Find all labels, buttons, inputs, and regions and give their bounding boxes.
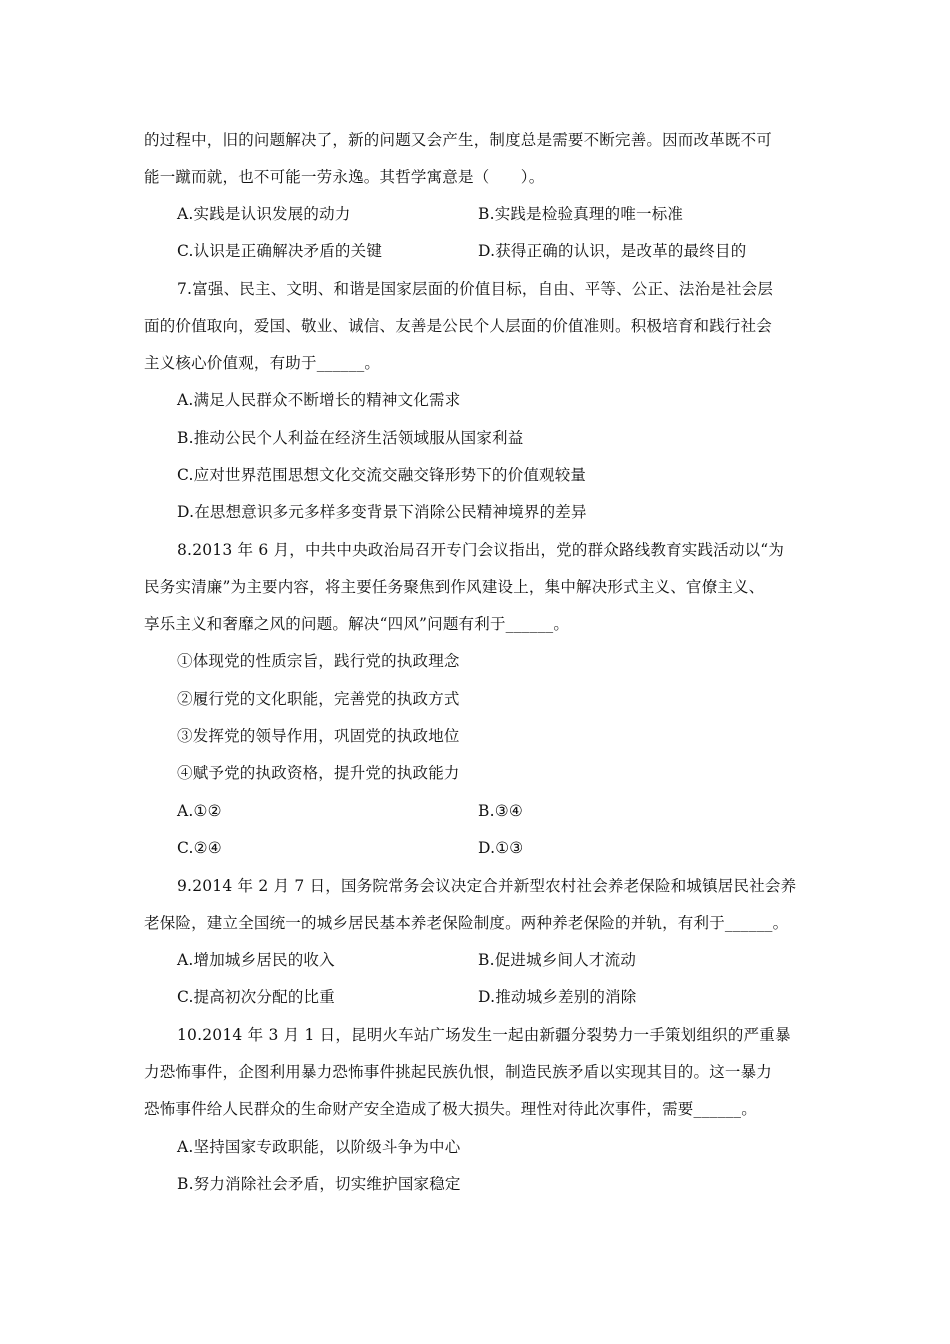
q7-text-line-3: 主义核心价值观，有助于______。: [144, 354, 381, 372]
q10-text-line-2: 力恐怖事件，企图利用暴力恐怖事件挑起民族仇恨，制造民族矛盾以实现其目的。这一暴力: [144, 1063, 773, 1081]
q9-text-line-1: 9.2014 年 2 月 7 日，国务院常务会议决定合并新型农村社会养老保险和城镇居民社会养: [177, 877, 797, 895]
q6-text-line-2: 能一蹴而就，也不可能一劳永逸。其哲学寓意是（ ）。: [144, 168, 545, 186]
q10-option-a: A.坚持国家专政职能，以阶级斗争为中心: [177, 1138, 461, 1156]
q9-option-d: D.推动城乡差别的消除: [478, 988, 637, 1006]
q7-option-b: B.推动公民个人利益在经济生活领域服从国家利益: [177, 429, 524, 447]
q6-option-c: C.认识是正确解决矛盾的关键: [177, 242, 383, 260]
q10-option-b: B.努力消除社会矛盾，切实维护国家稳定: [177, 1175, 461, 1193]
q7-option-d: D.在思想意识多元多样多变背景下消除公民精神境界的差异: [177, 503, 587, 521]
q10-text-line-1: 10.2014 年 3 月 1 日，昆明火车站广场发生一起由新疆分裂势力一手策划组织的严重暴: [177, 1026, 791, 1044]
q6-text-line-1: 的过程中，旧的问题解决了，新的问题又会产生，制度总是需要不断完善。因而改革既不可: [144, 131, 773, 149]
q8-statement-2: ②履行党的文化职能，完善党的执政方式: [177, 690, 460, 708]
q8-statement-3: ③发挥党的领导作用，巩固党的执政地位: [177, 727, 460, 745]
q8-option-b: B.③④: [478, 802, 523, 820]
q9-text-line-2: 老保险，建立全国统一的城乡居民基本养老保险制度。两种养老保险的并轨，有利于______。: [144, 914, 789, 932]
q8-text-line-1: 8.2013 年 6 月，中共中央政治局召开专门会议指出，党的群众路线教育实践活动以“为: [177, 541, 785, 559]
q9-option-c: C.提高初次分配的比重: [177, 988, 335, 1006]
q8-statement-1: ①体现党的性质宗旨，践行党的执政理念: [177, 652, 460, 670]
q7-option-c: C.应对世界范围思想文化交流交融交锋形势下的价值观较量: [177, 466, 587, 484]
q8-option-c: C.②④: [177, 839, 222, 857]
q6-option-a: A.实践是认识发展的动力: [177, 205, 351, 223]
q8-statement-4: ④赋予党的执政资格，提升党的执政能力: [177, 764, 460, 782]
q10-text-line-3: 恐怖事件给人民群众的生命财产安全造成了极大损失。理性对待此次事件，需要______。: [144, 1100, 757, 1118]
q9-option-b: B.促进城乡间人才流动: [478, 951, 637, 969]
q6-option-d: D.获得正确的认识，是改革的最终目的: [478, 242, 747, 260]
q8-text-line-3: 享乐主义和奢靡之风的问题。解决“四风”问题有利于______。: [144, 615, 570, 633]
q7-text-line-2: 面的价值取向，爱国、敬业、诚信、友善是公民个人层面的价值准则。积极培育和践行社会: [144, 317, 773, 335]
q9-option-a: A.增加城乡居民的收入: [177, 951, 335, 969]
q8-text-line-2: 民务实清廉”为主要内容，将主要任务聚焦到作风建设上，集中解决形式主义、官僚主义、: [144, 578, 765, 596]
q7-text-line-1: 7.富强、民主、文明、和谐是国家层面的价值目标，自由、平等、公正、法治是社会层: [177, 280, 774, 298]
q6-option-b: B.实践是检验真理的唯一标准: [478, 205, 684, 223]
q8-option-d: D.①③: [478, 839, 524, 857]
q8-option-a: A.①②: [177, 802, 222, 820]
q7-option-a: A.满足人民群众不断增长的精神文化需求: [177, 391, 461, 409]
